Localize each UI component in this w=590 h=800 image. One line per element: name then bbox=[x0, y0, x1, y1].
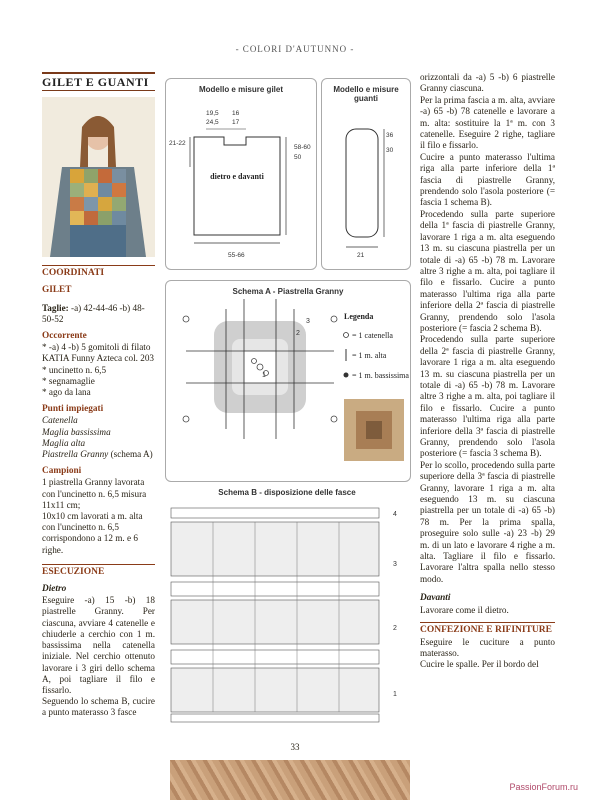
schema-b-title: Schema B - disposizione delle fasce bbox=[218, 488, 356, 497]
strip-4: 4 bbox=[393, 511, 397, 518]
piece-label-text: dietro e davanti bbox=[210, 172, 264, 181]
dim-36: 36 bbox=[386, 132, 394, 139]
sizes-line bbox=[42, 303, 155, 325]
front-heading: Davanti bbox=[420, 593, 451, 604]
gilet-measure-panel bbox=[165, 78, 317, 270]
stitches-heading: Punti impiegati bbox=[42, 404, 104, 415]
finishing-heading: CONFEZIONE E RIFINITURE bbox=[420, 622, 555, 636]
knit-texture-image bbox=[170, 760, 410, 800]
schema-a-title: Schema A - Piastrella Granny bbox=[232, 287, 344, 296]
material-item: * segnamaglie bbox=[42, 375, 95, 386]
stitch-item bbox=[42, 449, 155, 460]
dim-21: 21 bbox=[357, 252, 365, 259]
strip-layout-chart bbox=[165, 502, 409, 727]
model-photo-illustration bbox=[42, 97, 155, 257]
legend-dc: = 1 m. alta bbox=[352, 351, 387, 360]
paragraph: orizzontali da -a) 5 -b) 6 piastrelle Granny ciascuna. bbox=[420, 72, 555, 94]
dim-17: 17 bbox=[232, 119, 240, 126]
page-number: 33 bbox=[290, 742, 300, 752]
sizes-value: -a) 42-44-46 -b) 48-50-52 bbox=[42, 302, 145, 324]
strip-2: 2 bbox=[393, 625, 397, 632]
round-3: 3 bbox=[306, 318, 310, 325]
stitch-granny-ref: (schema A) bbox=[108, 449, 153, 460]
paragraph: Procedendo sulla parte superiore della 1ª fascia di piastrelle Granny, lavorare 1 riga a m. alta eseguendo 13 m. su ciascuna piastrella per un totale di -a) 65 -b) 78 m. Lavorare altre 3 righe a m. alta, poi tagliare il filo e fissarlo. Cucire a punto materasso l'ultima riga alla parte inferiore della 2ª fascia di piastrelle Granny, prendendo solo l'asola posteriore (= fascia 2 schema B). bbox=[420, 208, 555, 333]
gauge-text-2: 10x10 cm lavorati a m. alta con l'uncinetto n. 6,5 corrispondono a 12 m. e 6 righe. bbox=[42, 511, 143, 555]
dim-16: 16 bbox=[232, 110, 240, 117]
round-1: 1 bbox=[262, 372, 266, 379]
right-column bbox=[420, 72, 555, 671]
diagrams-column bbox=[165, 72, 410, 732]
legend-chain: = 1 catenella bbox=[352, 331, 393, 340]
left-column bbox=[42, 72, 155, 719]
stitch-item: Maglia bassissima bbox=[42, 426, 111, 437]
gilet-measure-title: Modello e misure gilet bbox=[198, 85, 283, 94]
material-item: * uncinetto n. 6,5 bbox=[42, 364, 107, 375]
article-title: GILET E GUANTI bbox=[42, 72, 155, 91]
running-header: - COLORI D'AUTUNNO - bbox=[235, 44, 355, 54]
model-photo bbox=[42, 97, 155, 257]
strip-1: 1 bbox=[393, 691, 397, 698]
legend-slst: = 1 m. bassissima bbox=[352, 371, 409, 380]
material-item: * -a) 4 -b) 5 gomitoli di filato KATIA Funny Azteca col. 203 bbox=[42, 342, 155, 364]
finishing-text: Eseguire le cuciture a punto materasso. bbox=[420, 636, 555, 658]
materials-heading: Occorrente bbox=[42, 331, 87, 342]
strip-3: 3 bbox=[393, 561, 397, 568]
watermark: PassionForum.ru bbox=[509, 782, 578, 792]
round-2: 2 bbox=[296, 330, 300, 337]
dim-24-5: 24,5 bbox=[206, 119, 219, 126]
finishing-text-2: Cucire le spalle. Per il bordo del bbox=[420, 659, 539, 670]
stitch-granny: Piastrella Granny bbox=[42, 449, 109, 460]
schema-a-panel bbox=[165, 280, 411, 482]
piece-label bbox=[210, 172, 264, 181]
gauge-heading: Campioni bbox=[42, 466, 82, 477]
granny-square-chart bbox=[166, 299, 410, 479]
paragraph: Procedendo sulla parte superiore della 2ª fascia di piastrelle Granny, lavorare 1 riga a m. alta eseguendo 13 m. su ciascuna piastrella per un totale di -a) 65 -b) 78 m. Lavorare altre 3 righe a m. alta, poi tagliare il filo e fissarlo. Cucire a punto materasso l'ultima riga alla parte inferiore della 3ª fascia di piastrelle Granny, prendendo solo l'asola posteriore (= fascia 3 schema B). bbox=[420, 334, 555, 459]
back-heading: Dietro bbox=[42, 584, 67, 595]
gilet-schematic bbox=[166, 107, 316, 267]
section-gilet: GILET bbox=[42, 285, 72, 296]
dim-19-5: 19,5 bbox=[206, 110, 219, 117]
stitch-item: Maglia alta bbox=[42, 437, 86, 448]
gauge-text: 1 piastrella Granny lavorata con l'uncinetto n. 6,5 misura 11x11 cm; bbox=[42, 477, 147, 510]
section-esecuzione: ESECUZIONE bbox=[42, 564, 155, 578]
dim-21-22: 21-22 bbox=[169, 140, 186, 147]
gloves-schematic bbox=[322, 107, 410, 267]
dim-55-66: 55-66 bbox=[228, 252, 245, 259]
paragraph: Per la prima fascia a m. alta, avviare -a) 65 -b) 78 catenelle e lavorare a m. alta: sostituire la 1ª m. con 3 catenelle. Eseguire 2 righe, tagliare il filo e fissarlo. bbox=[420, 94, 555, 151]
stitch-item: Catenella bbox=[42, 415, 78, 426]
paragraph: Per lo scollo, procedendo sulla parte superiore della 3ª fascia di piastrelle Granny, lavorare 1 riga a m. alta eseguendo 13 m. su ciascuna piastrella per un totale di -a) 65 -b) 78 m. Per la prima spalla, proseguire solo sulle -a) 23 -b) 29 m. di un lato e lavorare 4 righe a m. alta. Tagliare il filo e fissarlo. Lavorare l'altra spalla nello stesso modo. bbox=[420, 459, 555, 584]
material-item: * ago da lana bbox=[42, 387, 91, 398]
gloves-measure-title: Modello e misure guanti bbox=[333, 85, 399, 103]
paragraph: Cucire a punto materasso l'ultima riga alla parte inferiore della 1ª fascia di piastrelle Granny, prendendo solo l'asola posteriore (= fascia 1 schema B). bbox=[420, 151, 555, 208]
sizes-label: Taglie: bbox=[42, 302, 69, 313]
back-text-2: Seguendo lo schema B, cucire a punto materasso 3 fasce bbox=[42, 696, 155, 718]
section-coordinati: COORDINATI bbox=[42, 265, 155, 279]
legend-title: Legenda bbox=[344, 312, 374, 321]
front-text: Lavorare come il dietro. bbox=[420, 604, 509, 615]
gloves-measure-panel bbox=[321, 78, 411, 270]
dim-50: 50 bbox=[294, 154, 302, 161]
dim-30: 30 bbox=[386, 147, 394, 154]
dim-58-60: 58-60 bbox=[294, 144, 311, 151]
schema-b-panel bbox=[165, 488, 409, 728]
back-text: Eseguire -a) 15 -b) 18 piastrelle Granny. Per ciascuna, avviare 4 catenelle e chiuderle a cerchio con 1 m. bassissima nella catenella iniziale. Nel cerchio ottenuto lavorare i 3 giri dello schema A, poi tagliare il filo e fissarlo. bbox=[42, 595, 155, 695]
